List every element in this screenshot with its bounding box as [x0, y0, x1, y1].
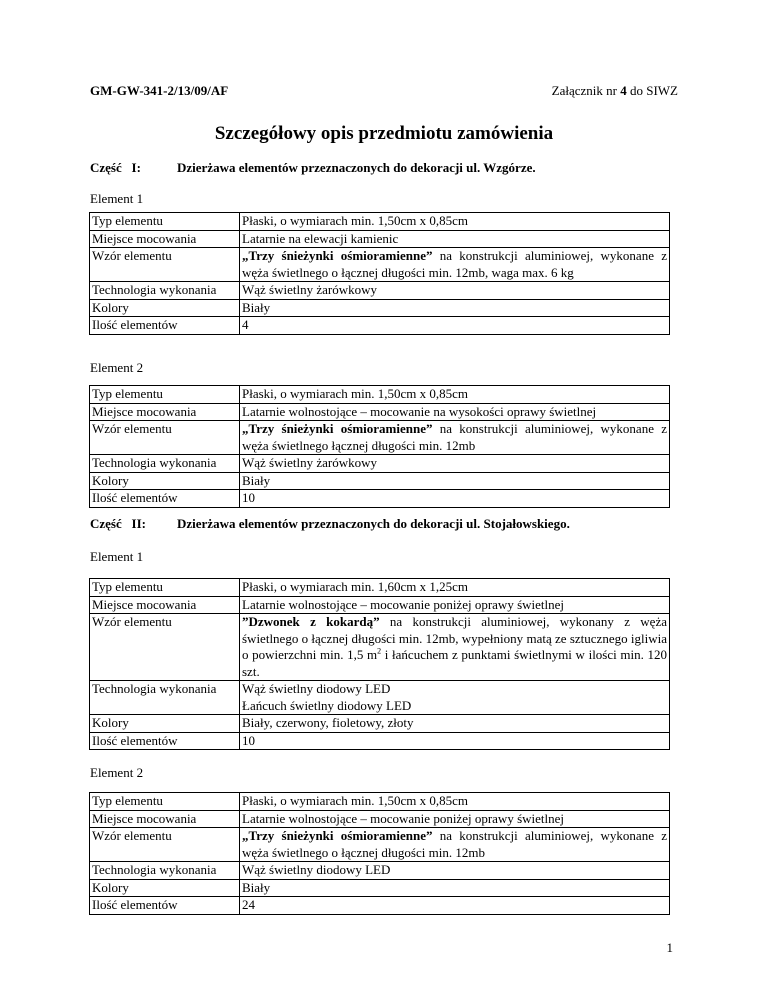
table-row: Wzór elementu „Trzy śnieżynki ośmioramienne” na konstrukcji aluminiowej, wykonane z węża świetlnego o łącznej długości min. 12mb	[90, 828, 670, 862]
part-title: Dzierżawa elementów przeznaczonych do dekoracji ul. Stojałowskiego.	[177, 516, 570, 531]
part-title: Dzierżawa elementów przeznaczonych do dekoracji ul. Wzgórze.	[177, 160, 536, 175]
attachment-label: Załącznik nr 4 do SIWZ	[551, 83, 678, 98]
part-heading	[90, 516, 690, 532]
table-row: Wzór elementu ”Dzwonek z kokardą” na konstrukcji aluminiowej, wykonany z węża świetlnego o łącznej długości min. 12mb, wypełniony matą ze sztucznego igliwia o powierzchni min. 1,5 $m^2$ i łańcuchem z punktami świetlnymi w ilości min. 120 szt.	[90, 614, 670, 681]
element-heading: Element 2	[90, 360, 144, 375]
spec-table	[89, 212, 670, 335]
table-row: Technologia wykonania Wąż świetlny diodowy LED	[90, 862, 670, 880]
table-row: Typ elementu Płaski, o wymiarach min. 1,50cm x 0,85cm	[90, 793, 670, 811]
table-row: Miejsce mocowania Latarnie wolnostojące – mocowanie na wysokości oprawy świetlnej	[90, 403, 670, 421]
table-row: Miejsce mocowania Latarnie wolnostojące – mocowanie poniżej oprawy świetlnej	[90, 596, 670, 614]
table-row: Technologia wykonania Wąż świetlny żarówkowy	[90, 455, 670, 473]
element-heading: Element 1	[90, 549, 144, 564]
part-label: Część I:	[90, 160, 141, 175]
spec-table	[89, 578, 670, 750]
part-label: Część II:	[90, 516, 146, 531]
table-row: Miejsce mocowania Latarnie wolnostojące – mocowanie poniżej oprawy świetlnej	[90, 810, 670, 828]
table-row: Kolory Biały	[90, 472, 670, 490]
table-row: Typ elementu Płaski, o wymiarach min. 1,50cm x 0,85cm	[90, 386, 670, 404]
spec-table	[89, 385, 670, 508]
page-title: Szczegółowy opis przedmiotu zamówienia	[214, 123, 554, 144]
table-row: Technologia wykonania Wąż świetlny żarówkowy	[90, 282, 670, 300]
table-row: Miejsce mocowania Latarnie na elewacji kamienic	[90, 230, 670, 248]
table-row: Typ elementu Płaski, o wymiarach min. 1,60cm x 1,25cm	[90, 579, 670, 597]
document-reference: GM-GW-341-2/13/09/AF	[90, 83, 229, 98]
table-row: Technologia wykonania Wąż świetlny diodowy LED Łańcuch świetlny diodowy LED	[90, 681, 670, 715]
table-row: Ilość elementów 10	[90, 732, 670, 750]
table-row: Ilość elementów 24	[90, 897, 670, 915]
element-heading: Element 2	[90, 765, 144, 780]
table-row: Kolory Biały, czerwony, fioletowy, złoty	[90, 715, 670, 733]
spec-table	[89, 792, 670, 915]
table-row: Kolory Biały	[90, 299, 670, 317]
table-row: Ilość elementów 4	[90, 317, 670, 335]
table-row: Ilość elementów 10	[90, 490, 670, 508]
table-row: Kolory Biały	[90, 879, 670, 897]
table-row: Typ elementu Płaski, o wymiarach min. 1,50cm x 0,85cm	[90, 213, 670, 231]
table-row: Wzór elementu „Trzy śnieżynki ośmioramienne” na konstrukcji aluminiowej, wykonane z węża świetlnego łącznej długości min. 12mb	[90, 421, 670, 455]
table-row: Wzór elementu „Trzy śnieżynki ośmioramienne” na konstrukcji aluminiowej, wykonane z węża świetlnego o łącznej długości min. 12mb, waga max. 6 kg	[90, 248, 670, 282]
element-heading: Element 1	[90, 191, 144, 206]
part-heading	[90, 160, 690, 176]
page-number: 1	[666, 940, 673, 955]
